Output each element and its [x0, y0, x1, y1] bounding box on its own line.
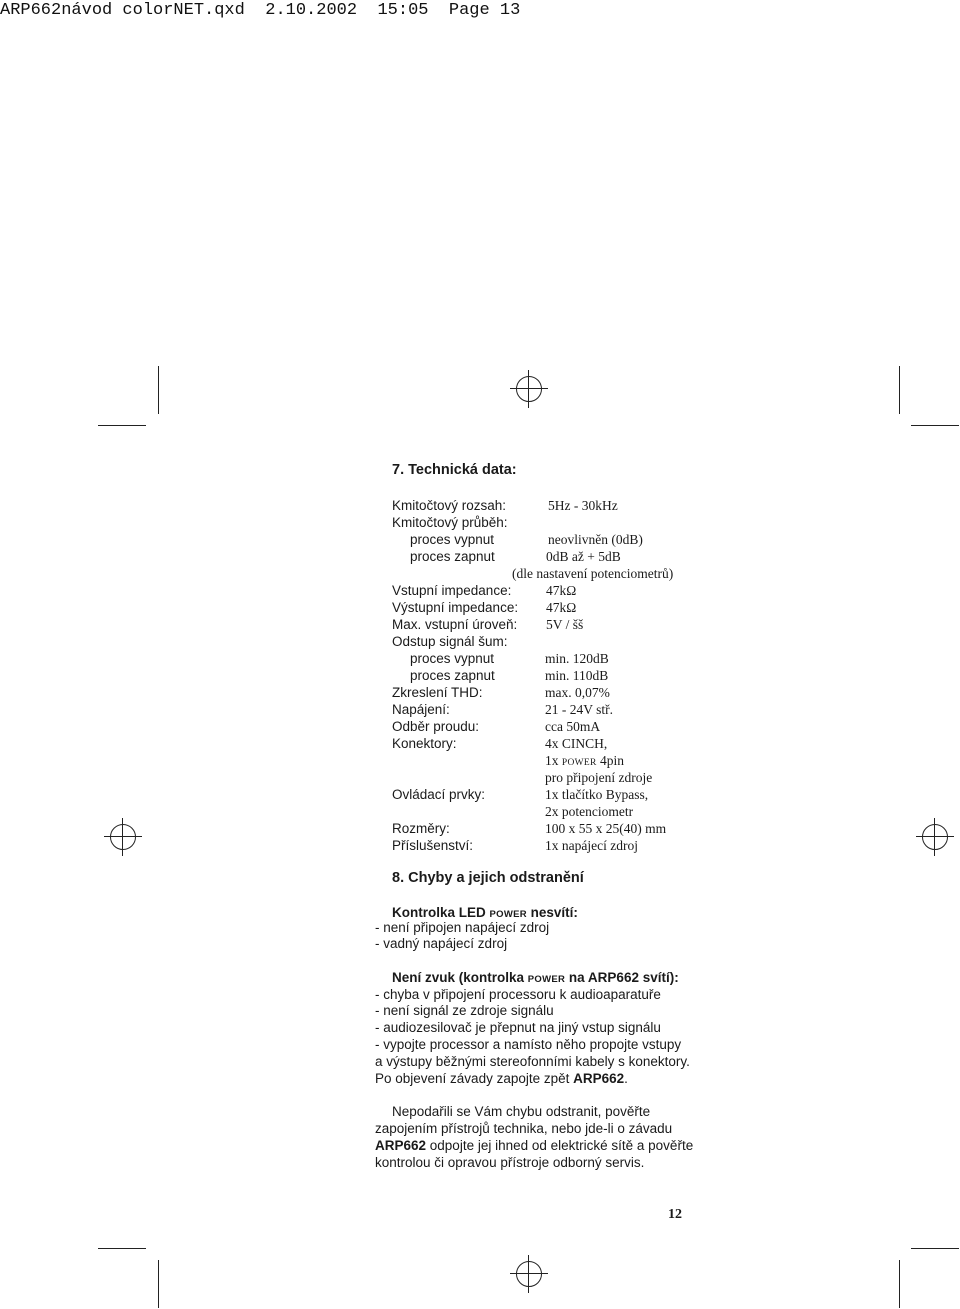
- service-note-part: odpojte jej ihned od elektrické sítě a pověřte: [426, 1138, 694, 1153]
- model-name: ARP662: [573, 1071, 625, 1086]
- spec-value: 5V / šš: [546, 617, 584, 632]
- fault-title-power-led: [392, 905, 578, 920]
- model-name: ARP662: [375, 1138, 427, 1153]
- service-note-line: zapojením přístrojů technika, nebo jde-li o závadu: [375, 1121, 673, 1136]
- fault-title-part: Kontrolka LED: [392, 905, 490, 920]
- spec-value: min. 110dB: [545, 668, 609, 683]
- fault-title-no-sound: [392, 970, 679, 985]
- crop-mark: [158, 366, 159, 414]
- spec-value-part: 4pin: [596, 753, 625, 768]
- spec-label: proces zapnut: [410, 668, 495, 683]
- fault-title-part: Není zvuk (kontrolka: [392, 970, 528, 985]
- spec-value: 2x potenciometr: [545, 804, 634, 819]
- spec-label: Ovládací prvky:: [392, 787, 486, 802]
- spec-label: proces zapnut: [410, 549, 495, 564]
- spec-label: Rozměry:: [392, 821, 450, 836]
- section-heading-troubleshooting: 8. Chyby a jejich odstranění: [392, 870, 584, 886]
- page-number: 12: [668, 1207, 682, 1222]
- crop-mark: [911, 425, 959, 426]
- registration-mark: [104, 818, 142, 856]
- spec-value: (dle nastavení potenciometrů): [512, 566, 674, 581]
- spec-label: Odstup signál šum:: [392, 634, 508, 649]
- spec-value: pro připojení zdroje: [545, 770, 653, 785]
- spec-value: max. 0,07%: [545, 685, 610, 700]
- crop-mark: [98, 1248, 146, 1249]
- spec-label: proces vypnut: [410, 532, 495, 547]
- section-heading-technical-data: 7. Technická data:: [392, 462, 517, 478]
- spec-value: 0dB až + 5dB: [546, 549, 621, 564]
- fault-note-part: .: [624, 1071, 628, 1086]
- fault-title-part: nesvítí:: [526, 905, 578, 920]
- spec-label: proces vypnut: [410, 651, 495, 666]
- spec-value: 5Hz - 30kHz: [548, 498, 618, 513]
- spec-label: Napájení:: [392, 702, 450, 717]
- power-label: POWER: [561, 758, 597, 768]
- crop-mark: [98, 425, 146, 426]
- spec-value: 1x tlačítko Bypass,: [545, 787, 649, 802]
- fault-cause: - vadný napájecí zdroj: [375, 936, 508, 951]
- spec-value: [545, 753, 624, 769]
- spec-label: Max. vstupní úroveň:: [392, 617, 518, 632]
- fault-cause: - chyba v připojení processoru k audioaparatuře: [375, 987, 661, 1002]
- registration-mark: [916, 818, 954, 856]
- fault-cause: a výstupy běžnými stereofonními kabely s konektory.: [375, 1054, 690, 1069]
- slug-file: ARP662návod colorNET.qxd: [0, 1, 245, 20]
- spec-value: 47kΩ: [546, 600, 577, 615]
- spec-value: min. 120dB: [545, 651, 609, 666]
- crop-mark: [899, 1260, 900, 1308]
- spec-label: Konektory:: [392, 736, 457, 751]
- spec-label: Kmitočtový rozsah:: [392, 498, 507, 513]
- fault-cause: - vypojte processor a namísto něho propojte vstupy: [375, 1037, 682, 1052]
- spec-value: 4x CINCH,: [545, 736, 608, 751]
- spec-label: Příslušenství:: [392, 838, 474, 853]
- spec-value: 21 - 24V stř.: [545, 702, 614, 717]
- fault-note: [375, 1071, 628, 1086]
- spec-label: Odběr proudu:: [392, 719, 480, 734]
- registration-mark: [510, 1255, 548, 1293]
- spec-value: 47kΩ: [546, 583, 577, 598]
- spec-value: cca 50mA: [545, 719, 601, 734]
- print-slug: [0, 1, 520, 20]
- fault-title-part: na ARP662 svítí):: [565, 970, 679, 985]
- crop-mark: [158, 1260, 159, 1308]
- service-note-line: Nepodařili se Vám chybu odstranit, pověřte: [392, 1104, 651, 1119]
- spec-label: Vstupní impedance:: [392, 583, 512, 598]
- spec-label: Zkreslení THD:: [392, 685, 483, 700]
- registration-mark: [510, 370, 548, 408]
- fault-cause: - audiozesilovač je přepnut na jiný vstup signálu: [375, 1020, 661, 1035]
- spec-value: neovlivněn (0dB): [548, 532, 643, 547]
- spec-value: 100 x 55 x 25(40) mm: [545, 821, 667, 836]
- slug-page: Page 13: [448, 1, 521, 20]
- service-note-line: [375, 1138, 693, 1153]
- slug-date: 2.10.2002: [265, 1, 358, 20]
- crop-mark: [899, 366, 900, 414]
- power-label: POWER: [489, 909, 527, 920]
- fault-cause: - není připojen napájecí zdroj: [375, 920, 550, 935]
- spec-label: Kmitočtový průběh:: [392, 515, 508, 530]
- spec-value: 1x napájecí zdroj: [545, 838, 638, 853]
- fault-note-part: Po objevení závady zapojte zpět: [375, 1071, 574, 1086]
- slug-time: 15:05: [377, 1, 429, 20]
- fault-cause: - není signál ze zdroje signálu: [375, 1003, 554, 1018]
- power-label: POWER: [527, 974, 566, 985]
- spec-label: Výstupní impedance:: [392, 600, 519, 615]
- crop-mark: [911, 1248, 959, 1249]
- service-note-line: kontrolou či opravou přístroje odborný servis.: [375, 1155, 645, 1170]
- spec-value-part: 1x: [545, 753, 562, 768]
